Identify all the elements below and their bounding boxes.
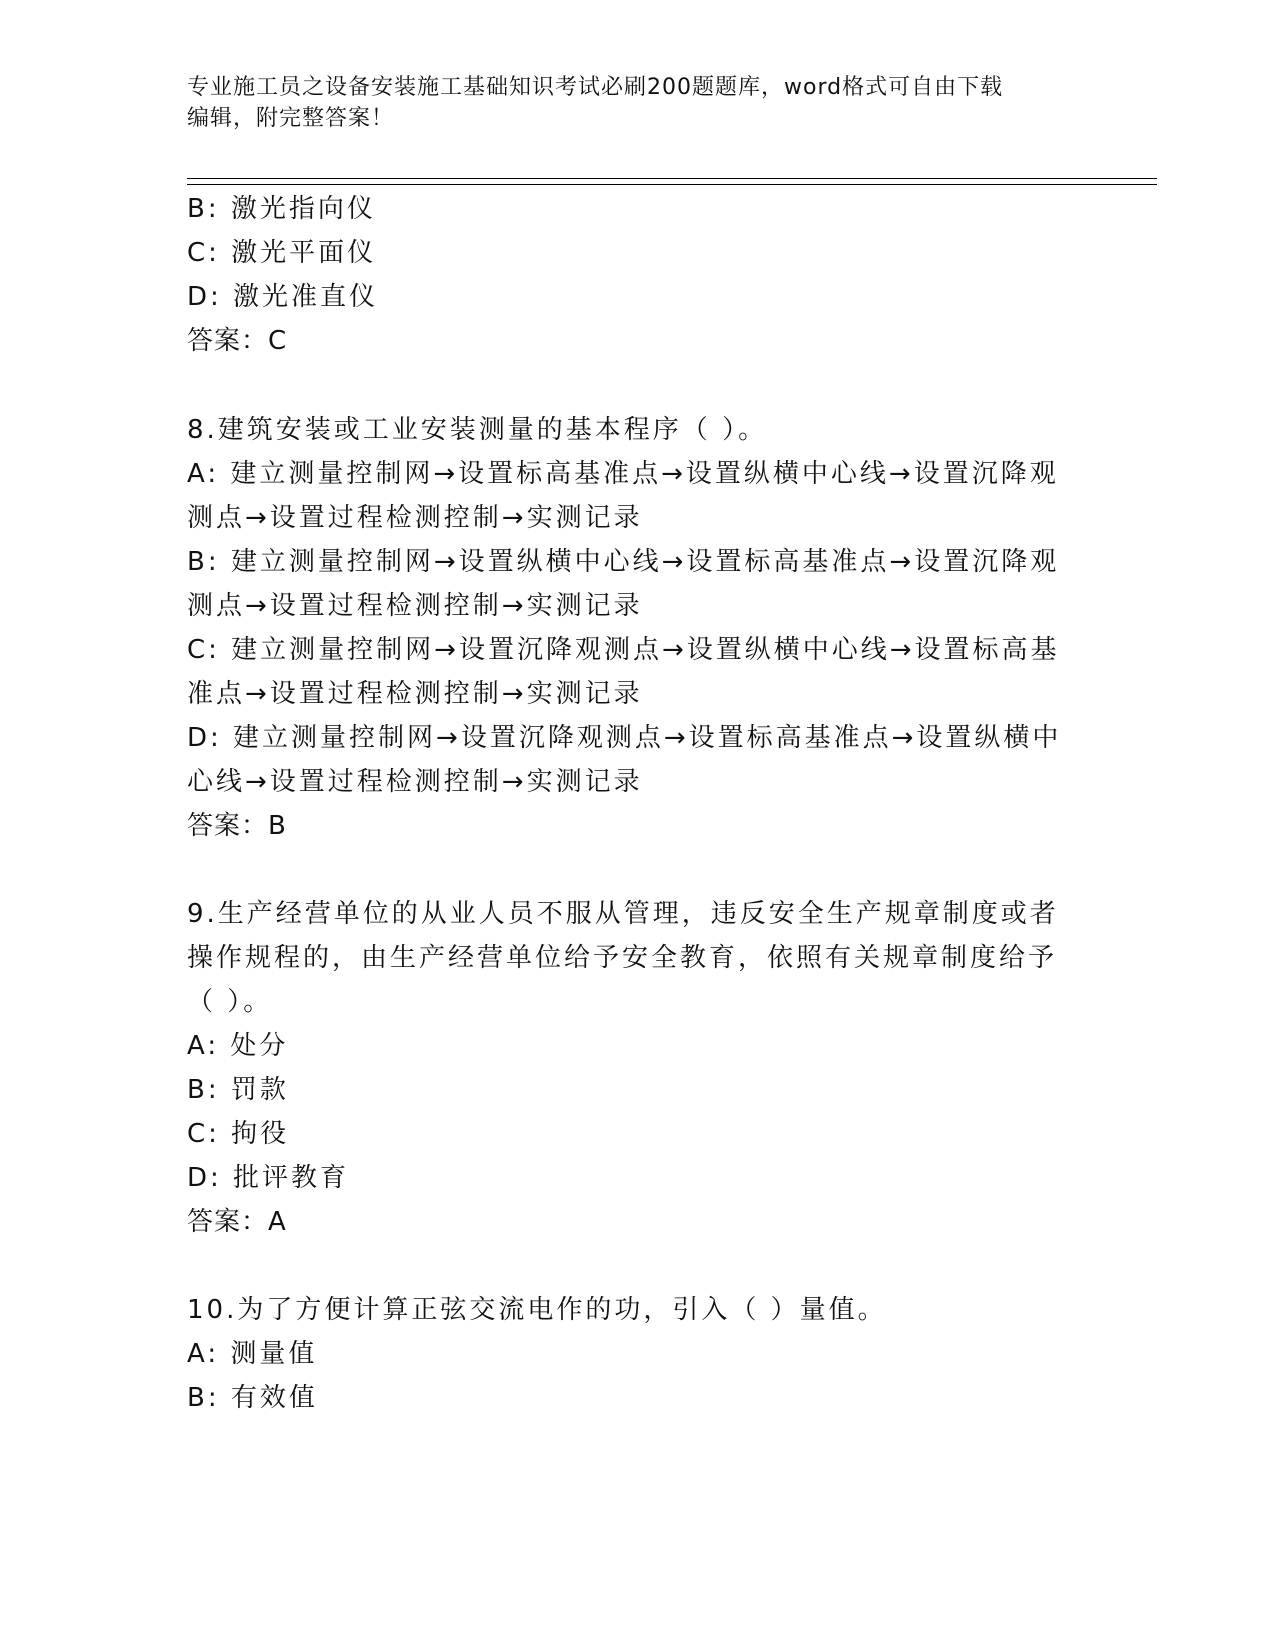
- q10-option-a: A: 测量值: [187, 1339, 318, 1369]
- q10-option-b: B: 有效值: [187, 1383, 318, 1413]
- q7-option-c: C: 激光平面仪: [187, 238, 377, 268]
- q9-option-d: D: 批评教育: [187, 1163, 350, 1193]
- q9-stem-line-1: 9.生产经营单位的从业人员不服从管理，违反安全生产规章制度或者: [187, 899, 1059, 929]
- document-header: [187, 72, 1087, 134]
- header-divider-bottom: [187, 184, 1157, 185]
- header-title-line-2: 编辑，附完整答案！: [187, 106, 395, 131]
- q9-answer: 答案：A: [187, 1207, 287, 1237]
- q8-option-a-line-1: A: 建立测量控制网→设置标高基准点→设置纵横中心线→设置沉降观: [187, 459, 1059, 489]
- header-title-line-1: 专业施工员之设备安装施工基础知识考试必刷200题题库，word格式可自由下载: [187, 75, 1004, 100]
- q9-option-b: B: 罚款: [187, 1075, 289, 1105]
- q8-stem: 8.建筑安装或工业安装测量的基本程序（ ）。: [187, 415, 768, 445]
- q8-option-b-line-2: 测点→设置过程检测控制→实测记录: [187, 591, 643, 621]
- q9-option-c: C: 拘役: [187, 1119, 290, 1149]
- q8-option-b-line-1: B: 建立测量控制网→设置纵横中心线→设置标高基准点→设置沉降观: [187, 547, 1060, 577]
- q8-option-a-line-2: 测点→设置过程检测控制→实测记录: [187, 503, 643, 533]
- q8-option-c-line-1: C: 建立测量控制网→设置沉降观测点→设置纵横中心线→设置标高基: [187, 635, 1060, 665]
- q8-option-d-line-1: D: 建立测量控制网→设置沉降观测点→设置标高基准点→设置纵横中: [187, 723, 1062, 753]
- q8-answer: 答案：B: [187, 811, 287, 841]
- header-divider-top: [187, 178, 1157, 179]
- q7-option-b: B: 激光指向仪: [187, 194, 376, 224]
- q10-stem: 10.为了方便计算正弦交流电作的功，引入（ ）量值。: [187, 1295, 887, 1325]
- q9-option-a: A: 处分: [187, 1031, 289, 1061]
- q8-option-c-line-2: 准点→设置过程检测控制→实测记录: [187, 679, 643, 709]
- q9-stem-line-2: 操作规程的，由生产经营单位给予安全教育，依照有关规章制度给予: [187, 943, 1058, 973]
- q7-option-d: D: 激光准直仪: [187, 282, 379, 312]
- q9-stem-line-3: （ ）。: [187, 987, 273, 1017]
- q7-answer: 答案：C: [187, 326, 288, 356]
- q8-option-d-line-2: 心线→设置过程检测控制→实测记录: [187, 767, 643, 797]
